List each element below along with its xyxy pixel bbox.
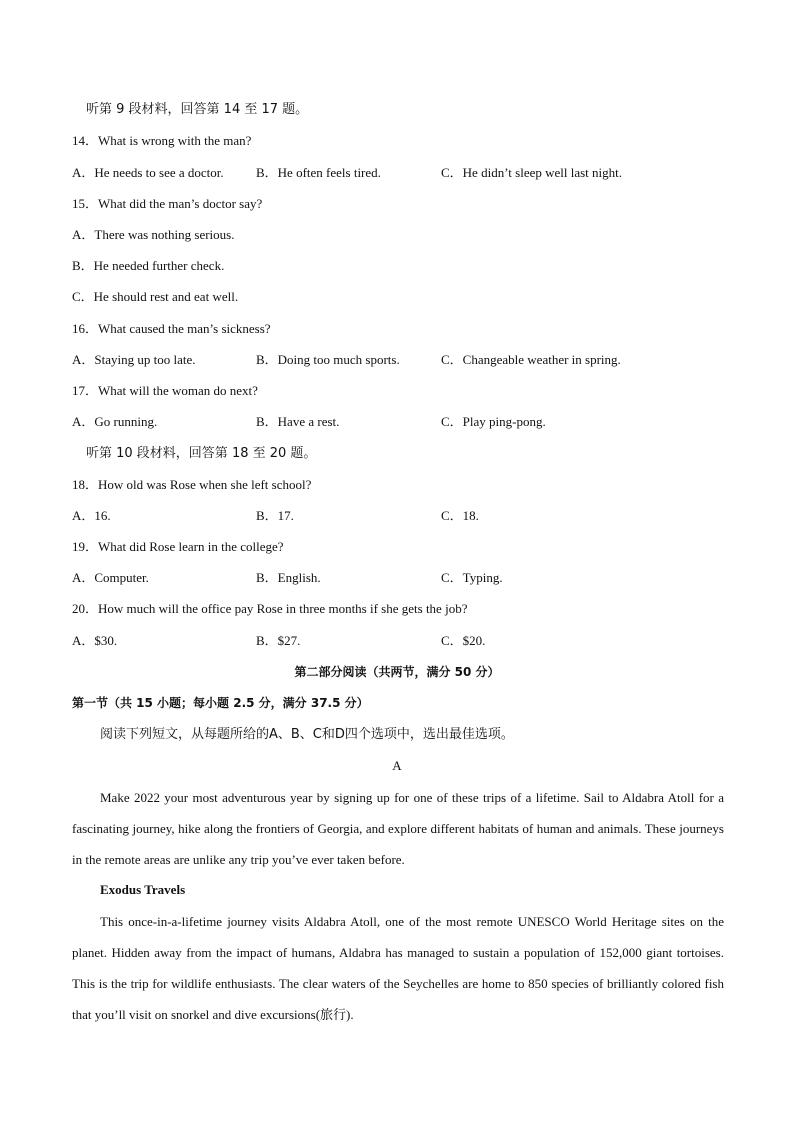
q20-option-b: B．$27. <box>256 633 301 648</box>
q20-option-a: A．$30. <box>72 633 118 648</box>
q20-option-c: C．$20. <box>441 633 486 648</box>
q17-option-a: A．Go running. <box>72 414 158 429</box>
q16-option-a: A．Staying up too late. <box>72 352 196 367</box>
passage-paragraph-2-text: This once-in-a-lifetime journey visits Aldabra Atoll, one of the most remote UNESCO World Heritage sites on the planet. Hidden away from the impact of humans, Aldabra has managed to sustain a population of 152,000 giant tortoises. This is the trip for wildlife enthusiasts. The clear waters of the Seychelles are home to 850 species of brilliantly colored fish that you’ll visit on snorkel and dive excursions(旅行). <box>72 914 724 1022</box>
q18-option-c: C．18. <box>441 508 479 523</box>
q16-stem: 16．What caused the man’s sickness? <box>72 321 271 336</box>
q19-stem: 19．What did Rose learn in the college? <box>72 539 284 554</box>
section-9-intro: 听第 9 段材料，回答第 14 至 17 题。 <box>86 102 309 117</box>
q17-stem: 17．What will the woman do next? <box>72 383 258 398</box>
q17-option-b: B．Have a rest. <box>256 414 340 429</box>
passage-paragraph-2 <box>72 906 724 1030</box>
q15-stem: 15．What did the man’s doctor say? <box>72 196 263 211</box>
part-two-title: 第二部分阅读（共两节，满分 50 分） <box>294 665 500 679</box>
q15-option-a: A．There was nothing serious. <box>72 227 235 242</box>
reading-instructions: 阅读下列短文，从每题所给的A、B、C和D四个选项中，选出最佳选项。 <box>100 727 514 742</box>
q18-stem: 18．How old was Rose when she left school? <box>72 477 312 492</box>
q18-option-b: B．17. <box>256 508 294 523</box>
section-one-title: 第一节（共 15 小题；每小题 2.5 分，满分 37.5 分） <box>72 696 369 710</box>
q14-option-a: A．He needs to see a doctor. <box>72 165 224 180</box>
passage-label: A <box>392 758 402 773</box>
q15-option-b: B．He needed further check. <box>72 258 225 273</box>
q16-option-c: C．Changeable weather in spring. <box>441 352 621 367</box>
q15-option-c: C．He should rest and eat well. <box>72 289 239 304</box>
q19-option-b: B．English. <box>256 570 321 585</box>
passage-paragraph-1 <box>72 782 724 875</box>
q16-option-b: B．Doing too much sports. <box>256 352 400 367</box>
q19-option-a: A．Computer. <box>72 570 149 585</box>
q17-option-c: C．Play ping-pong. <box>441 414 546 429</box>
section-heading-exodus: Exodus Travels <box>100 882 186 897</box>
q19-option-c: C．Typing. <box>441 570 503 585</box>
section-10-intro: 听第 10 段材料，回答第 18 至 20 题。 <box>86 446 317 461</box>
q14-option-b: B．He often feels tired. <box>256 165 381 180</box>
q18-option-a: A．16. <box>72 508 111 523</box>
q20-stem: 20．How much will the office pay Rose in three months if she gets the job? <box>72 601 468 616</box>
passage-paragraph-1-text: Make 2022 your most adventurous year by signing up for one of these trips of a lifetime. Sail to Aldabra Atoll for a fascinating journey, hike along the frontiers of Georgia, and explore different habitats of human and animals. These journeys in the remote areas are unlike any trip you’ve ever taken before. <box>72 790 724 867</box>
q14-stem: 14．What is wrong with the man? <box>72 133 252 148</box>
q14-option-c: C．He didn’t sleep well last night. <box>441 165 623 180</box>
